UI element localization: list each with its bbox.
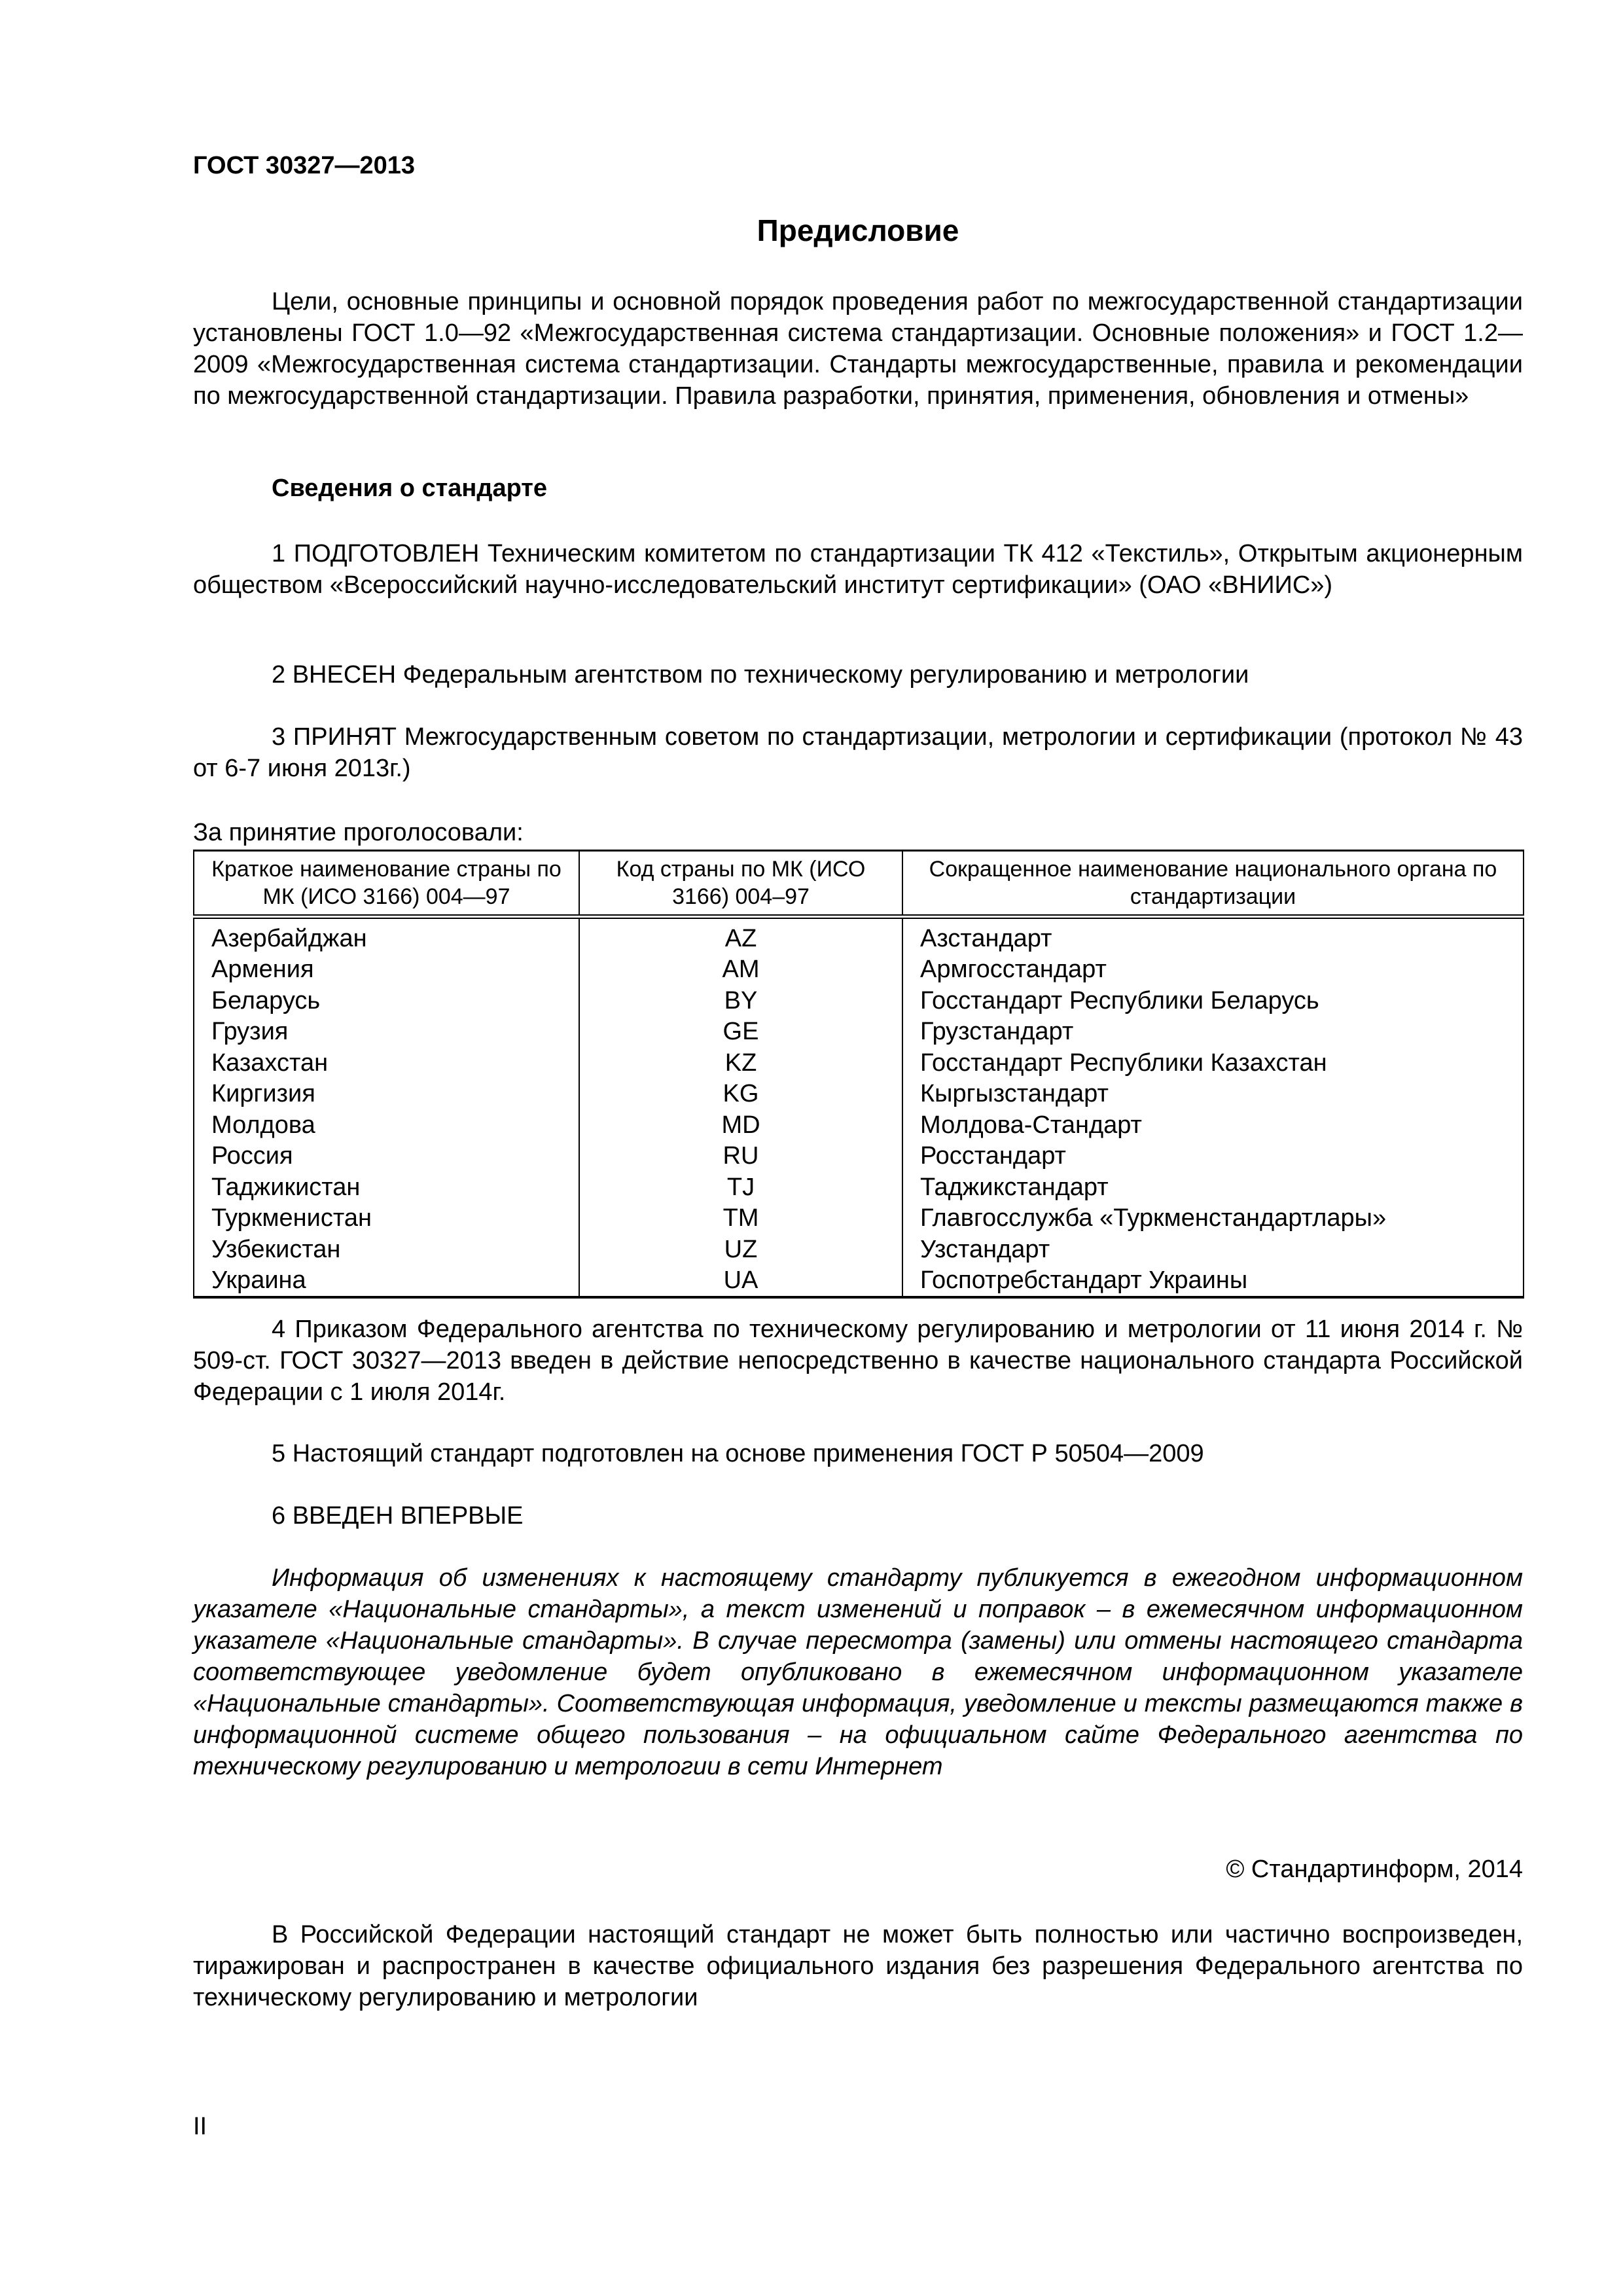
voting-table: [193, 850, 1524, 1299]
changes-notice: Информация об изменениях к настоящему стандарту публикуется в ежегодном информационном указателе «Национальные стандарты», а текст изменений и поправок – в ежемесячном информационном указателе «Национальные стандарты». В случае пересмотра (замены) или отмены настоящего стандарта соответствующее уведомление будет опубликовано в ежемесячном информационном указателе «Национальные стандарты». Соответствующая информация, уведомление и тексты размещаются также в информационной системе общего пользования – на официальном сайте Федерального агентства по техническому регулированию и метрологии в сети Интернет: [193, 1564, 1523, 1780]
cell-national-body: Армгосстандарт: [902, 954, 1524, 986]
cell-country: Грузия: [194, 1016, 579, 1048]
cell-country: Туркменистан: [194, 1203, 579, 1234]
info-item-4: 4 Приказом Федерального агентства по техническому регулированию и метрологии от 11 июня 2014 г. № 509-ст. ГОСТ 30327—2013 введен в действие непосредственно в качестве национального стандарта Российской Федерации с 1 июля 2014г.: [193, 1316, 1523, 1406]
cell-national-body: Госстандарт Республики Беларусь: [902, 985, 1524, 1016]
intro-paragraph: Цели, основные принципы и основной порядок проведения работ по межгосударственной стандартизации установлены ГОСТ 1.0—92 «Межгосударственная система стандартизации. Основные положения» и ГОСТ 1.2—2009 «Межгосударственная система стандартизации. Стандарты межгосударственные, правила и рекомендации по межгосударственной стандартизации. Правила разработки, принятия, применения, обновления и отмены»: [193, 288, 1523, 410]
cell-country: Казахстан: [194, 1047, 579, 1079]
info-item-3: 3 ПРИНЯТ Межгосударственным советом по стандартизации, метрологии и сертификации (протокол № 43 от 6-7 июня 2013г.): [193, 723, 1523, 782]
page-number: II: [193, 2113, 207, 2140]
table-row: [194, 1141, 1524, 1172]
cell-country: Беларусь: [194, 985, 579, 1016]
column-header-code: Код страны по МК (ИСО 3166) 004–97: [579, 851, 902, 917]
cell-country: Украина: [194, 1265, 579, 1298]
info-item-1: 1 ПОДГОТОВЛЕН Техническим комитетом по стандартизации ТК 412 «Текстиль», Открытым акционерным обществом «Всероссийский научно-исследовательский институт сертификации» (ОАО «ВНИИС»): [193, 540, 1523, 599]
column-header-national-body: Сокращенное наименование национального органа по стандартизации: [902, 851, 1524, 917]
cell-code: UZ: [579, 1234, 902, 1265]
cell-country: Узбекистан: [194, 1234, 579, 1265]
table-row: [194, 985, 1524, 1016]
table-row: [194, 1079, 1524, 1110]
cell-national-body: Росстандарт: [902, 1141, 1524, 1172]
cell-code: KZ: [579, 1047, 902, 1079]
cell-code: BY: [579, 985, 902, 1016]
cell-country: Таджикистан: [194, 1172, 579, 1203]
cell-national-body: Азстандарт: [902, 917, 1524, 954]
voting-label: За принятие проголосовали:: [193, 819, 524, 846]
table-row: [194, 1265, 1524, 1298]
section-heading-standard-info: Сведения о стандарте: [272, 475, 548, 502]
cell-code: MD: [579, 1109, 902, 1141]
cell-national-body: Госстандарт Республики Казахстан: [902, 1047, 1524, 1079]
page-title: Предисловие: [757, 213, 959, 247]
cell-national-body: Госпотребстандарт Украины: [902, 1265, 1524, 1298]
table-row: [194, 954, 1524, 986]
info-item-2: 2 ВНЕСЕН Федеральным агентством по техническому регулированию и метрологии: [272, 661, 1249, 689]
table-row: [194, 1109, 1524, 1141]
info-item-5: 5 Настоящий стандарт подготовлен на основе применения ГОСТ Р 50504—2009: [272, 1440, 1204, 1467]
cell-national-body: Главгосслужба «Туркменстандартлары»: [902, 1203, 1524, 1234]
table-row: [194, 917, 1524, 954]
cell-code: AM: [579, 954, 902, 986]
cell-national-body: Грузстандарт: [902, 1016, 1524, 1048]
table-row: [194, 1016, 1524, 1048]
cell-national-body: Молдова-Стандарт: [902, 1109, 1524, 1141]
cell-country: Киргизия: [194, 1079, 579, 1110]
cell-country: Молдова: [194, 1109, 579, 1141]
cell-code: AZ: [579, 917, 902, 954]
reproduction-notice: В Российской Федерации настоящий стандарт не может быть полностью или частично воспроизведен, тиражирован и распространен в качестве официального издания без разрешения Федерального агентства по техническому регулированию и метрологии: [193, 1921, 1523, 2011]
cell-code: KG: [579, 1079, 902, 1110]
table-row: [194, 1203, 1524, 1234]
column-header-country: Краткое наименование страны по МК (ИСО 3166) 004—97: [194, 851, 579, 917]
cell-country: Азербайджан: [194, 917, 579, 954]
cell-country: Армения: [194, 954, 579, 986]
document-code: ГОСТ 30327—2013: [193, 152, 416, 179]
cell-code: UA: [579, 1265, 902, 1298]
table-row: [194, 1172, 1524, 1203]
cell-national-body: Кыргызстандарт: [902, 1079, 1524, 1110]
info-item-6: 6 ВВЕДЕН ВПЕРВЫЕ: [272, 1502, 524, 1530]
table-row: [194, 1234, 1524, 1265]
cell-code: TJ: [579, 1172, 902, 1203]
cell-national-body: Таджикстандарт: [902, 1172, 1524, 1203]
copyright-line: © Стандартинформ, 2014: [1226, 1856, 1523, 1883]
table-row: [194, 1047, 1524, 1079]
cell-code: GE: [579, 1016, 902, 1048]
cell-country: Россия: [194, 1141, 579, 1172]
cell-national-body: Узстандарт: [902, 1234, 1524, 1265]
table-header-row: [194, 851, 1524, 917]
cell-code: TM: [579, 1203, 902, 1234]
cell-code: RU: [579, 1141, 902, 1172]
